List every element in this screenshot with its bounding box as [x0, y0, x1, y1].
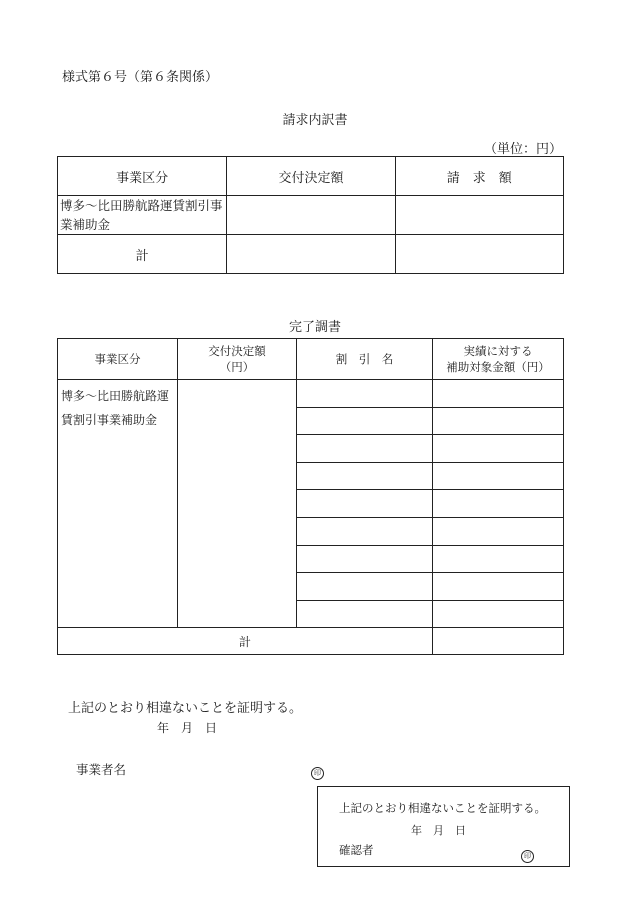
subsidy-amount-cell[interactable] [433, 407, 564, 435]
confirmer-seal [521, 843, 534, 863]
discount-name-cell[interactable] [297, 407, 433, 435]
discount-name-cell[interactable] [297, 600, 433, 628]
project-name-cell: 博多～比田勝航路運賃割引事業補助金 [58, 196, 227, 235]
confirmation-text: 上記のとおり相違ないことを証明する。 [339, 801, 546, 815]
discount-name-cell[interactable] [297, 517, 433, 545]
form-number: 様式第６号（第６条関係） [62, 70, 219, 85]
header-project-category: 事業区分 [58, 339, 178, 380]
discount-name-cell[interactable] [297, 380, 433, 408]
total-subsidy-cell[interactable] [433, 628, 564, 655]
subsidy-amount-cell[interactable] [433, 490, 564, 518]
claim-amount-cell[interactable] [395, 196, 563, 235]
total-grant-cell[interactable] [227, 235, 395, 274]
subsidy-amount-cell[interactable] [433, 462, 564, 490]
subsidy-amount-cell[interactable] [433, 380, 564, 408]
header-subsidy-line2: 補助対象金額（円） [446, 360, 550, 374]
confirmer-label: 確認者 [339, 843, 374, 857]
certification-text: 上記のとおり相違ないことを証明する。 [68, 701, 303, 716]
discount-name-cell[interactable] [297, 435, 433, 463]
subsidy-amount-cell[interactable] [433, 573, 564, 601]
header-claim-amount: 請 求 額 [395, 157, 563, 196]
business-name-label: 事業者名 [76, 762, 127, 777]
header-subsidy-line1: 実績に対する [463, 344, 533, 358]
header-subsidy-amount [433, 339, 564, 380]
invoice-title: 請求内訳書 [282, 113, 348, 128]
confirmation-date: 年 月 日 [411, 824, 466, 837]
completion-title: 完了調書 [288, 320, 341, 335]
seal-icon: 印 [311, 767, 324, 780]
invoice-table [57, 156, 564, 274]
header-grant-line2: （円） [219, 360, 255, 374]
subsidy-amount-cell[interactable] [433, 545, 564, 573]
header-grant-amount [178, 339, 297, 380]
certification-date: 年 月 日 [157, 721, 218, 735]
total-claim-cell[interactable] [395, 235, 563, 274]
subsidy-amount-cell[interactable] [433, 600, 564, 628]
completion-table [57, 338, 564, 655]
header-discount-name: 割 引 名 [297, 339, 433, 380]
header-project-category: 事業区分 [58, 157, 227, 196]
discount-name-cell[interactable] [297, 573, 433, 601]
header-grant-amount: 交付決定額 [227, 157, 395, 196]
discount-name-cell[interactable] [297, 490, 433, 518]
header-grant-line1: 交付決定額 [208, 344, 266, 358]
grant-amount-cell[interactable] [178, 380, 297, 628]
grant-amount-cell[interactable] [227, 196, 395, 235]
total-label: 計 [58, 628, 433, 655]
subsidy-amount-cell[interactable] [433, 435, 564, 463]
subsidy-amount-cell[interactable] [433, 517, 564, 545]
seal-icon: 印 [521, 850, 534, 863]
discount-name-cell[interactable] [297, 462, 433, 490]
discount-name-cell[interactable] [297, 545, 433, 573]
total-label: 計 [58, 235, 227, 274]
seal-mark [311, 760, 324, 780]
project-name-cell: 博多～比田勝航路運賃割引事業補助金 [58, 380, 178, 628]
unit-label: （単位：円） [483, 142, 562, 157]
